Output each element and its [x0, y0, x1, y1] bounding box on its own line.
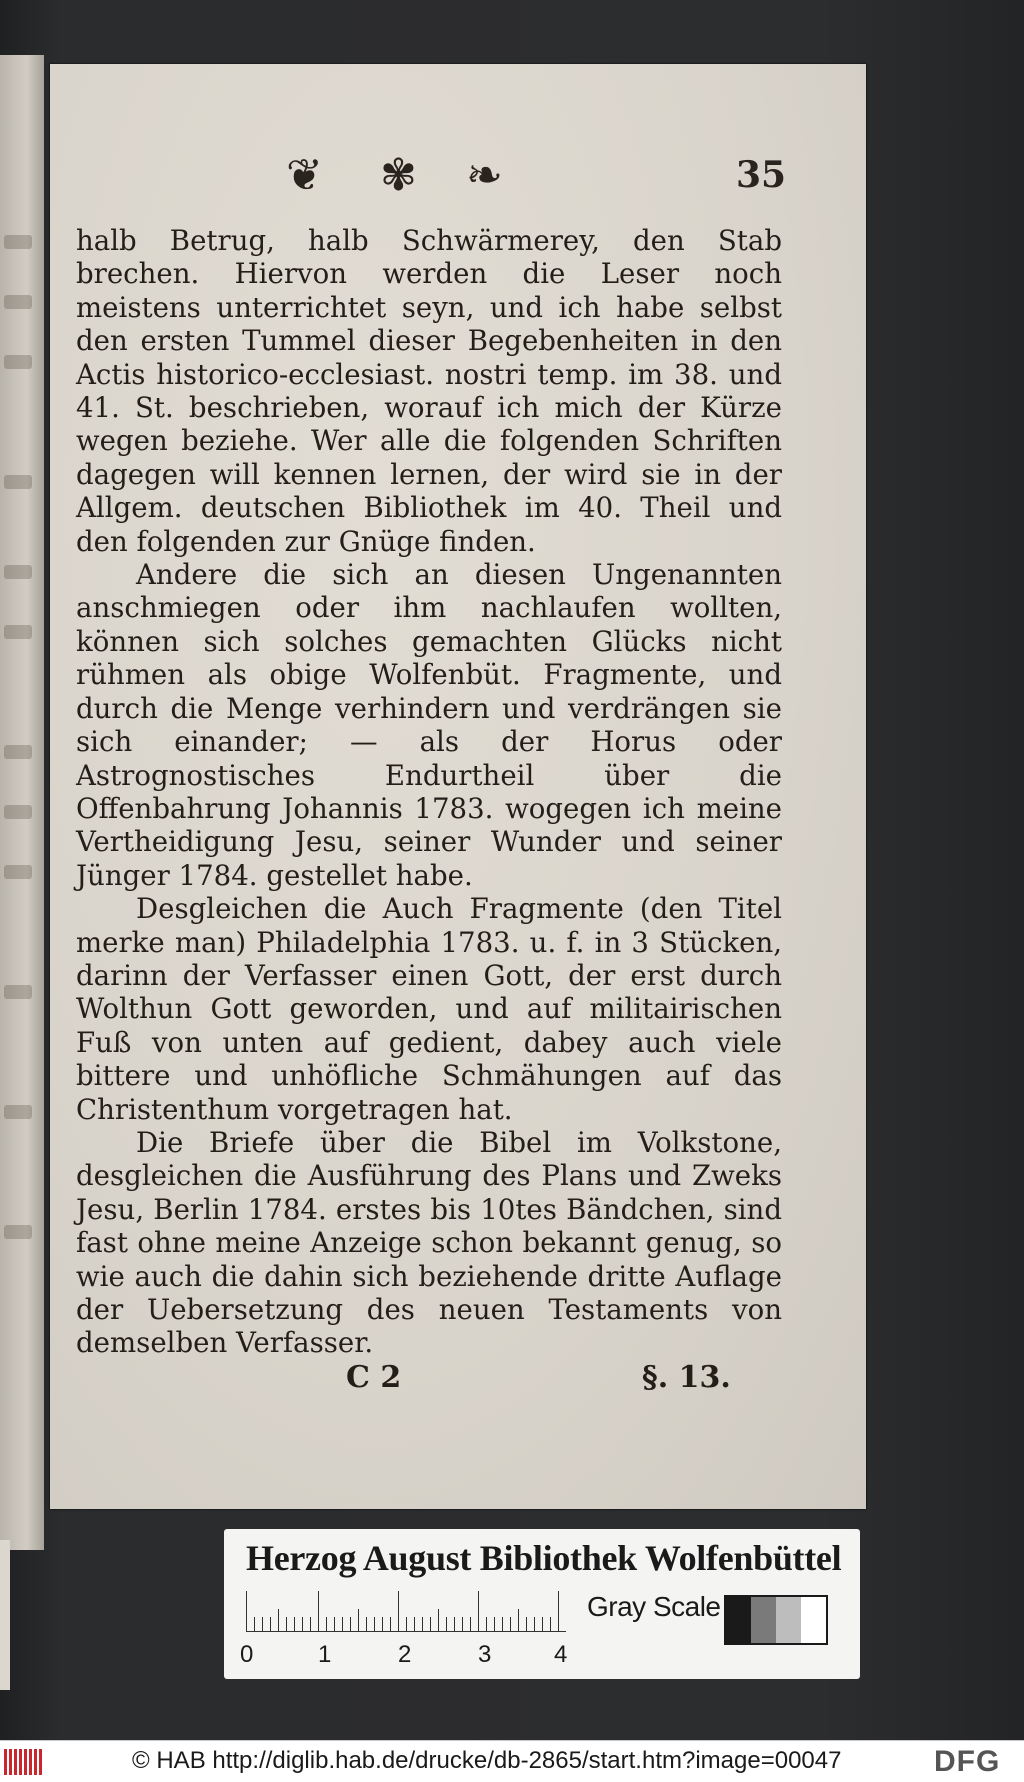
page-body-text	[76, 224, 782, 1360]
library-name: Herzog August Bibliothek Wolfenbüttel	[246, 1538, 842, 1578]
left-edge-strip	[0, 1540, 10, 1690]
ornament-icon: ✾	[380, 150, 417, 201]
paragraph: Die Briefe über die Bibel im Volkstone, desgleichen die Ausführung des Plans und Zweks Jesu, Berlin 1784. erstes bis 10tes Bändchen, sind fast ohne meine Anzeige schon bekannt genug, so wie auch die dahin sich beziehende dritte Auflage der Uebersetzung des neuen Testaments von demselben Verfasser.	[76, 1125, 782, 1360]
dfg-logo: DFG	[934, 1745, 1001, 1778]
ruler-label: 0	[240, 1641, 254, 1668]
header-ornaments	[286, 150, 526, 200]
swatch-black	[726, 1597, 751, 1643]
signature-mark: C 2	[346, 1360, 402, 1395]
ruler-label: 2	[398, 1641, 412, 1668]
paragraph: halb Betrug, halb Schwärmerey, den Stab brechen. Hiervon werden die Leser noch meistens unterrichtet seyn, und ich habe selbst den ersten Tummel dieser Begebenheiten in den Actis historico-ecclesiast. nostri temp. im 38. und 41. St. beschrieben, worauf ich mich der Kürze wegen beziehe. Wer alle die folgenden Schriften dagegen will kennen lernen, der wird sie in der Allgem. deutschen Bibliothek im 40. Theil und den folgenden zur Gnüge finden.	[76, 224, 782, 558]
barcode-icon	[4, 1749, 46, 1775]
ornament-icon: ❧	[466, 150, 503, 201]
measurement-ruler	[246, 1591, 566, 1631]
ruler-label: 1	[318, 1641, 332, 1668]
book-page	[50, 64, 866, 1509]
swatch-dark-gray	[751, 1597, 776, 1643]
swatch-white	[801, 1597, 826, 1643]
ruler-label: 3	[478, 1641, 492, 1668]
footer-bar	[0, 1740, 1024, 1782]
page-number: 35	[736, 154, 787, 196]
catchword: §. 13.	[642, 1360, 731, 1395]
ruler-label: 4	[554, 1641, 568, 1668]
paragraph: Desgleichen die Auch Fragmente (den Titel merke man) Philadelphia 1783. u. f. in 3 Stücken, darinn der Verfasser einen Gott, der erst durch Wolthun Gott geworden, und auf militairischen Fuß von unten auf gedient, dabey auch viele bittere und unhöfliche Schmähungen auf das Christenthum vorgetragen hat.	[76, 892, 782, 1126]
adjacent-page-edge	[0, 55, 44, 1550]
ornament-icon: ❦	[286, 150, 323, 201]
gray-scale-label: Gray Scale	[587, 1591, 721, 1622]
paragraph: Andere die sich an diesen Ungenannten anschmiegen oder ihm nachlaufen wollten, können sich solches gemachten Glücks nicht rühmen als obige Wolfenbüt. Fragmente, und durch die Menge verhindern und verdrängen sie sich einander; — als der Horus oder Astrognostisches Endurtheil über die Offenbahrung Johannis 1783. wogegen ich meine Vertheidigung Jesu, seiner Wunder und seiner Jünger 1784. gestellet habe.	[76, 558, 782, 892]
color-reference-card	[224, 1529, 860, 1679]
source-link[interactable]: © HAB http://diglib.hab.de/drucke/db-2865/start.htm?image=00047	[132, 1747, 842, 1774]
swatch-light-gray	[776, 1597, 801, 1643]
gray-scale-swatches	[724, 1595, 828, 1645]
